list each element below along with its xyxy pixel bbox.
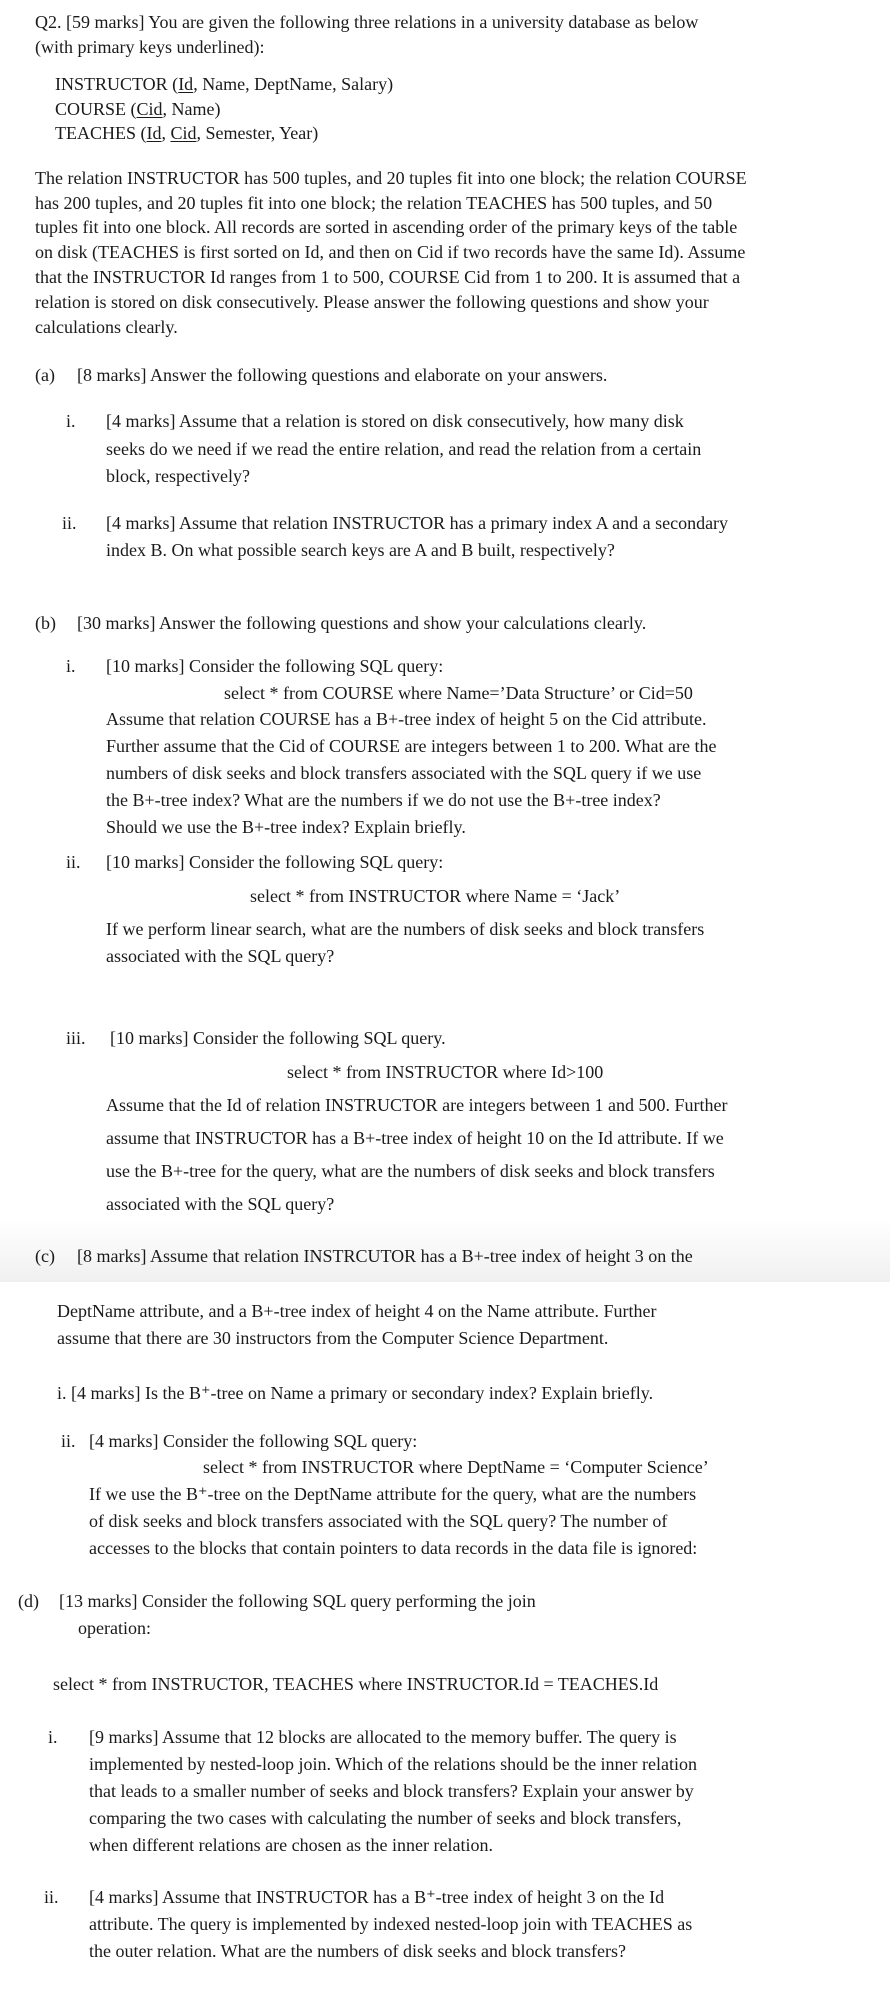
part-a-ii-line: [4 marks] Assume that relation INSTRUCTOR has a primary index A and a secondary: [106, 513, 729, 533]
part-c-line: assume that there are 30 instructors from the Computer Science Department.: [57, 1328, 609, 1348]
part-a-ii-line: index B. On what possible search keys are A and B built, respectively?: [106, 540, 615, 560]
part-d-i-line: implemented by nested-loop join. Which of the relations should be the inner relation: [89, 1754, 698, 1774]
part-d-i-line: when different relations are chosen as the inner relation.: [89, 1835, 494, 1855]
part-b-ii-line: associated with the SQL query?: [106, 946, 335, 966]
paragraph-line: has 200 tuples, and 20 tuples fit into one block; the relation TEACHES has 500 tuples, and 50: [35, 193, 713, 213]
part-b-i-line: Should we use the B+-tree index? Explain briefly.: [106, 817, 466, 837]
part-b-i-line: Further assume that the Cid of COURSE are integers between 1 to 200. What are the: [106, 736, 717, 756]
part-b-iii-line: use the B+-tree for the query, what are the numbers of disk seeks and block transfers: [106, 1161, 715, 1181]
relation-instructor: INSTRUCTOR (Id, Name, DeptName, Salary): [55, 74, 394, 94]
part-b-ii-line: If we perform linear search, what are the numbers of disk seeks and block transfers: [106, 919, 705, 939]
part-b-ii-number: ii.: [66, 852, 81, 872]
part-b-iii-line: associated with the SQL query?: [106, 1194, 335, 1214]
part-b-iii-line: [10 marks] Consider the following SQL query.: [110, 1028, 446, 1048]
part-d-ii-line: attribute. The query is implemented by indexed nested-loop join with TEACHES as: [89, 1914, 693, 1934]
primary-key: Id: [178, 74, 194, 94]
part-b-i-query: select * from COURSE where Name=’Data Structure’ or Cid=50: [224, 683, 693, 703]
part-b-i-line: the B+-tree index? What are the numbers if we do not use the B+-tree index?: [106, 790, 661, 810]
part-d-heading: [13 marks] Consider the following SQL query performing the join: [59, 1591, 536, 1611]
part-c-line: DeptName attribute, and a B+-tree index of height 4 on the Name attribute. Further: [57, 1301, 657, 1321]
part-a-i-line: block, respectively?: [106, 466, 250, 486]
part-d-i-line: that leads to a smaller number of seeks and block transfers? Explain your answer by: [89, 1781, 694, 1801]
part-b-iii-number: iii.: [66, 1028, 86, 1048]
part-b-label: (b): [35, 613, 56, 633]
paragraph-line: calculations clearly.: [35, 317, 178, 337]
paragraph-line: relation is stored on disk consecutively. Please answer the following questions and show your: [35, 292, 709, 312]
part-b-i-line: numbers of disk seeks and block transfers associated with the SQL query if we use: [106, 763, 702, 783]
part-a-ii-number: ii.: [62, 513, 77, 533]
part-b-iii-query: select * from INSTRUCTOR where Id>100: [287, 1062, 604, 1082]
part-d-i-number: i.: [48, 1727, 58, 1747]
part-b-i-number: i.: [66, 656, 76, 676]
part-a-i-line: seeks do we need if we read the entire relation, and read the relation from a certain: [106, 439, 702, 459]
part-c-ii-line: [4 marks] Consider the following SQL query:: [89, 1431, 418, 1451]
part-b-iii-line: Assume that the Id of relation INSTRUCTOR are integers between 1 and 500. Further: [106, 1095, 728, 1115]
part-c-i-line: i. [4 marks] Is the B⁺-tree on Name a primary or secondary index? Explain briefly.: [57, 1383, 654, 1403]
part-c-heading: [8 marks] Assume that relation INSTRCUTOR has a B+-tree index of height 3 on the: [77, 1246, 693, 1266]
primary-key: Cid: [170, 123, 197, 143]
part-d-label: (d): [18, 1591, 39, 1611]
part-d-ii-line: the outer relation. What are the numbers of disk seeks and block transfers?: [89, 1941, 626, 1961]
paragraph-line: The relation INSTRUCTOR has 500 tuples, and 20 tuples fit into one block; the relation COURSE: [35, 168, 747, 188]
part-c-label: (c): [35, 1246, 55, 1266]
relation-course: COURSE (Cid, Name): [55, 99, 221, 119]
part-b-i-line: [10 marks] Consider the following SQL query:: [106, 656, 444, 676]
part-c-ii-number: ii.: [61, 1431, 76, 1451]
paragraph-line: tuples fit into one block. All records are sorted in ascending order of the primary keys of the table: [35, 217, 738, 237]
part-d-heading-cont: operation:: [78, 1618, 151, 1638]
part-c-ii-line: of disk seeks and block transfers associated with the SQL query? The number of: [89, 1511, 668, 1531]
part-b-ii-line: [10 marks] Consider the following SQL query:: [106, 852, 444, 872]
part-a-i-number: i.: [66, 411, 76, 431]
question-intro-line: (with primary keys underlined):: [35, 37, 265, 57]
paragraph-line: on disk (TEACHES is first sorted on Id, and then on Cid if two records have the same Id). Assume: [35, 242, 746, 262]
question-title: Q2. [59 marks] You are given the following three relations in a university database as below: [35, 12, 699, 32]
part-c-ii-query: select * from INSTRUCTOR where DeptName = ‘Computer Science’: [203, 1457, 709, 1477]
part-b-iii-line: assume that INSTRUCTOR has a B+-tree index of height 10 on the Id attribute. If we: [106, 1128, 724, 1148]
relation-teaches: TEACHES (Id, Cid, Semester, Year): [55, 123, 319, 143]
part-d-i-line: [9 marks] Assume that 12 blocks are allocated to the memory buffer. The query is: [89, 1727, 677, 1747]
paragraph-line: that the INSTRUCTOR Id ranges from 1 to 500, COURSE Cid from 1 to 200. It is assumed that a: [35, 267, 741, 287]
part-b-ii-query: select * from INSTRUCTOR where Name = ‘Jack’: [250, 886, 621, 906]
part-d-i-line: comparing the two cases with calculating the number of seeks and block transfers,: [89, 1808, 682, 1828]
primary-key: Cid: [136, 99, 163, 119]
primary-key: Id: [146, 123, 162, 143]
part-a-label: (a): [35, 365, 55, 385]
part-b-i-line: Assume that relation COURSE has a B+-tree index of height 5 on the Cid attribute.: [106, 709, 707, 729]
part-b-heading: [30 marks] Answer the following questions and show your calculations clearly.: [77, 613, 647, 633]
part-d-query: select * from INSTRUCTOR, TEACHES where INSTRUCTOR.Id = TEACHES.Id: [53, 1674, 659, 1694]
part-d-ii-line: [4 marks] Assume that INSTRUCTOR has a B⁺-tree index of height 3 on the Id: [89, 1887, 665, 1907]
part-c-ii-line: accesses to the blocks that contain pointers to data records in the data file is ignored:: [89, 1538, 698, 1558]
part-a-heading: [8 marks] Answer the following questions and elaborate on your answers.: [77, 365, 608, 385]
part-d-ii-number: ii.: [44, 1887, 59, 1907]
part-a-i-line: [4 marks] Assume that a relation is stored on disk consecutively, how many disk: [106, 411, 684, 431]
part-c-ii-line: If we use the B⁺-tree on the DeptName attribute for the query, what are the numbers: [89, 1484, 697, 1504]
